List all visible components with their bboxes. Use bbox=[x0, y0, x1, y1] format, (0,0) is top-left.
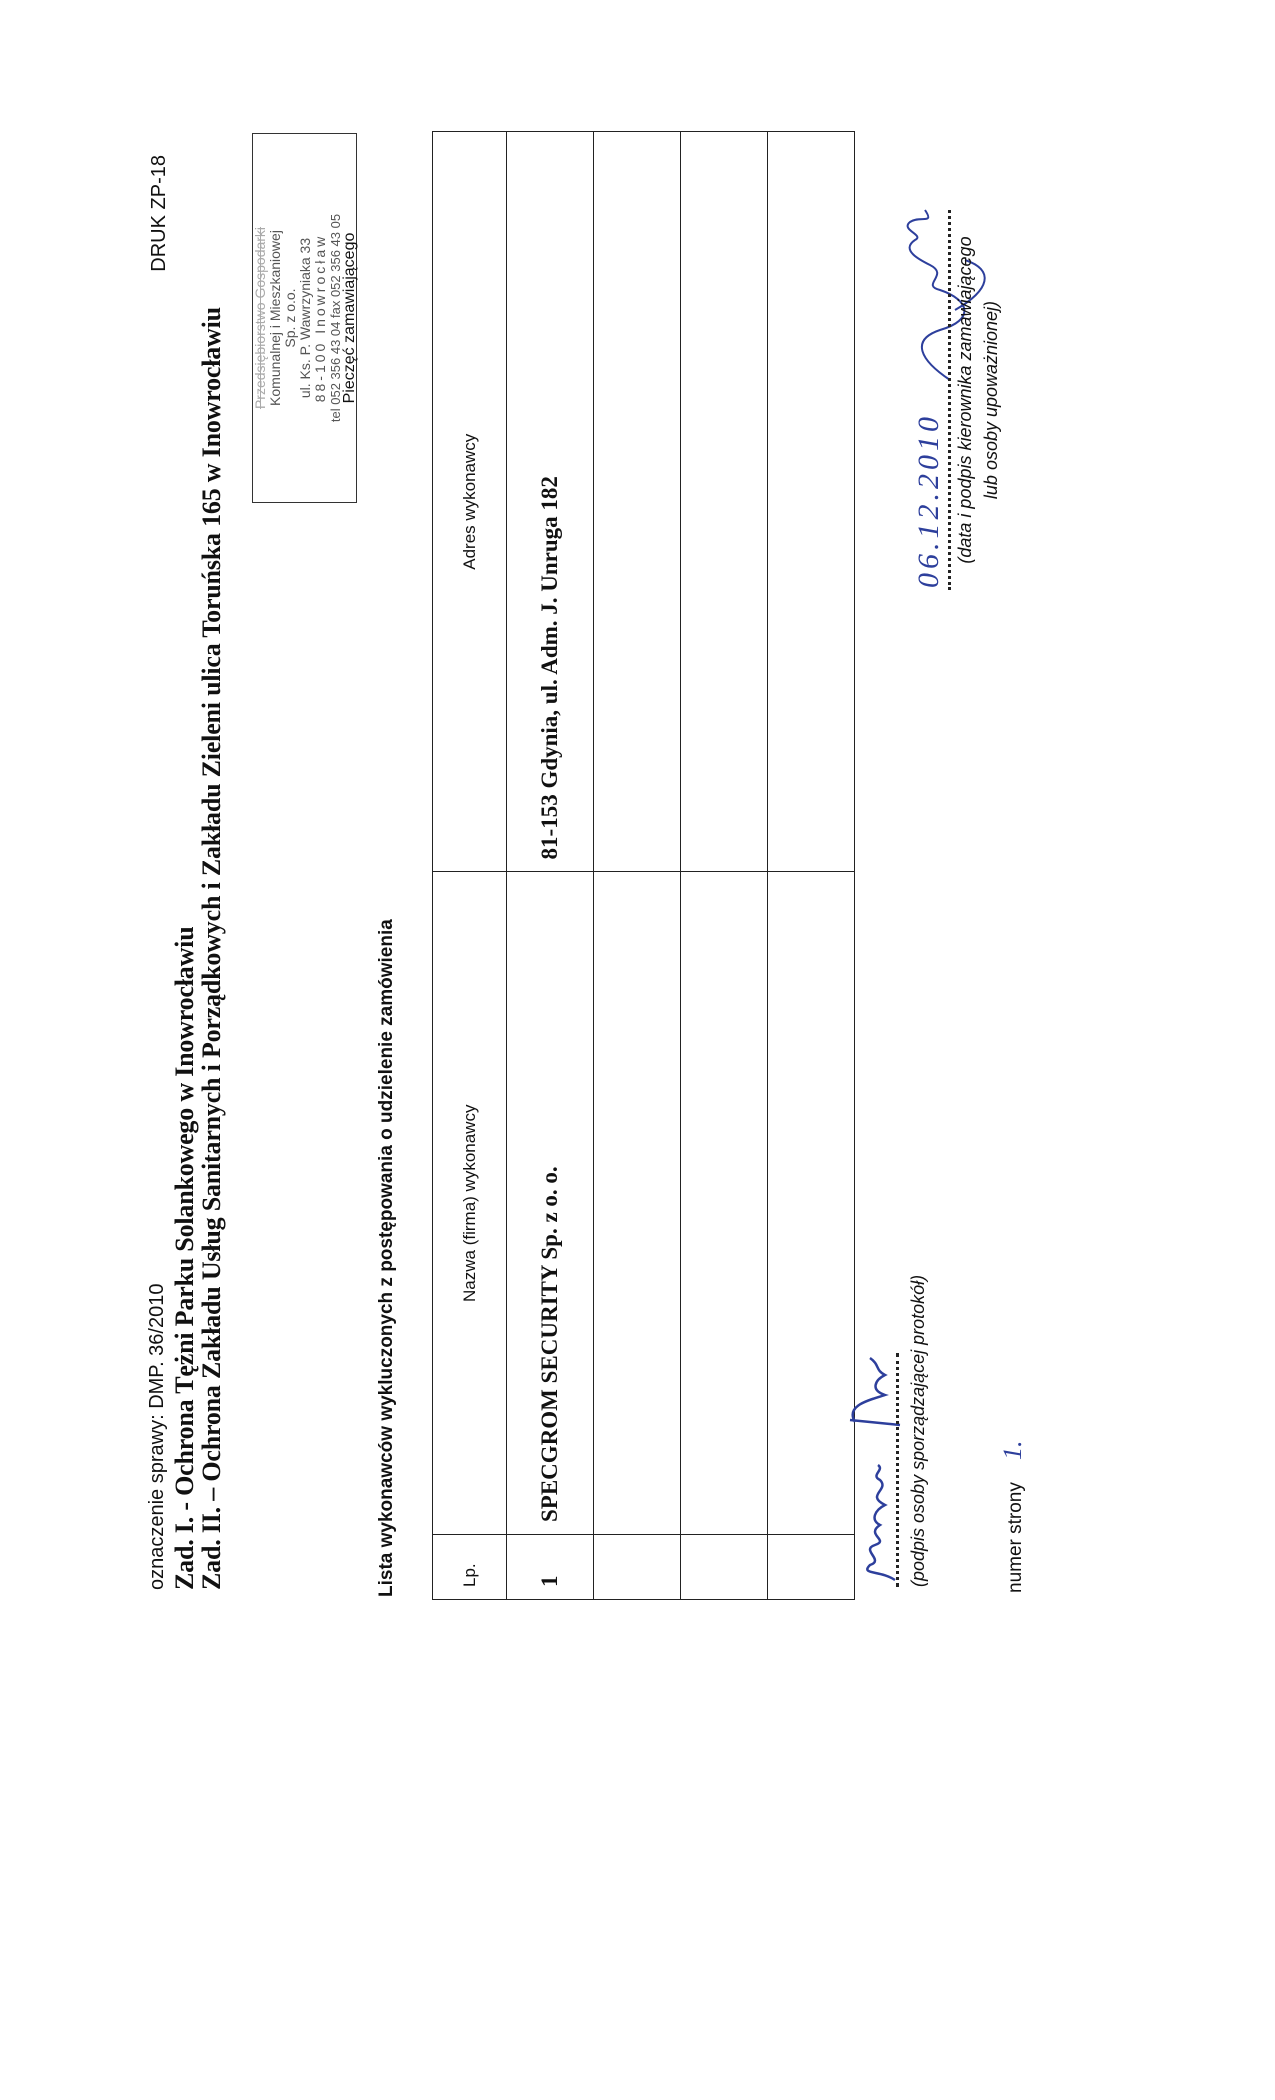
stamp-line: ul. Ks. P. Wawrzyniaka 33 bbox=[297, 237, 313, 399]
preparer-signature bbox=[840, 1340, 910, 1590]
cell-name bbox=[594, 872, 681, 1535]
column-header-lp: Lp. bbox=[433, 1535, 507, 1600]
page-number-label: numer strony bbox=[1005, 1482, 1026, 1593]
table-header-row bbox=[433, 132, 507, 1600]
stamp-line: 88-100 Inowrocław bbox=[312, 233, 328, 403]
preparer-caption: (podpis osoby sporządzającej protokół) bbox=[908, 1274, 928, 1587]
cell-lp: 1 bbox=[507, 1535, 594, 1600]
manager-caption-1: (data i podpis kierownika zamawiającego bbox=[955, 236, 975, 564]
stamp-line: tel 052 356 43 04 fax 052 356 43 05 bbox=[328, 213, 343, 423]
form-code: DRUK ZP-18 bbox=[148, 155, 170, 272]
preparer-signature-line bbox=[896, 1353, 899, 1587]
manager-caption-2: lub osoby upoważnionej) bbox=[981, 300, 1001, 500]
cell-name bbox=[681, 872, 768, 1535]
cell-address bbox=[594, 132, 681, 872]
column-header-address: Adres wykonawcy bbox=[433, 132, 507, 872]
stamp-line: Sp. z o.o. bbox=[282, 288, 298, 348]
excluded-contractors-table bbox=[432, 131, 855, 1600]
table-row bbox=[507, 132, 594, 1600]
table-row bbox=[681, 132, 768, 1600]
column-header-name: Nazwa (firma) wykonawcy bbox=[433, 872, 507, 1535]
task-2-title: Zad. II. – Ochrona Zakładu Usług Sanitarnych i Porządkowych i Zakładu Zieleni ulica Toruńska 165 w Inowrocławiu bbox=[197, 307, 226, 1590]
manager-signature-line bbox=[948, 210, 951, 590]
cell-address bbox=[681, 132, 768, 872]
page-number: 1. bbox=[998, 1440, 1027, 1460]
stamp-caption: Pieczęć zamawiającego bbox=[341, 232, 358, 404]
table-row bbox=[594, 132, 681, 1600]
buyer-stamp bbox=[252, 133, 357, 503]
stamp-line: Komunalnej i Mieszkaniowej bbox=[267, 230, 283, 406]
signature-date: 06.12.2010 bbox=[912, 413, 945, 588]
task-1-title: Zad. I. - Ochrona Tężni Parku Solankowego w Inowrocławiu bbox=[170, 926, 199, 1590]
cell-name: SPECGROM SECURITY Sp. z o. o. bbox=[507, 872, 594, 1535]
cell-address bbox=[768, 132, 855, 872]
list-title: Lista wykonawców wykluczonych z postępowania o udzielenie zamówienia bbox=[376, 919, 397, 1597]
stamp-line: Przedsiębiorstwo Gospodarki bbox=[252, 226, 268, 410]
cell-lp bbox=[594, 1535, 681, 1600]
cell-address: 81-153 Gdynia, ul. Adm. J. Unruga 182 bbox=[507, 132, 594, 872]
case-reference: oznaczenie sprawy: DMP. 36/2010 bbox=[146, 1283, 168, 1590]
cell-lp bbox=[681, 1535, 768, 1600]
